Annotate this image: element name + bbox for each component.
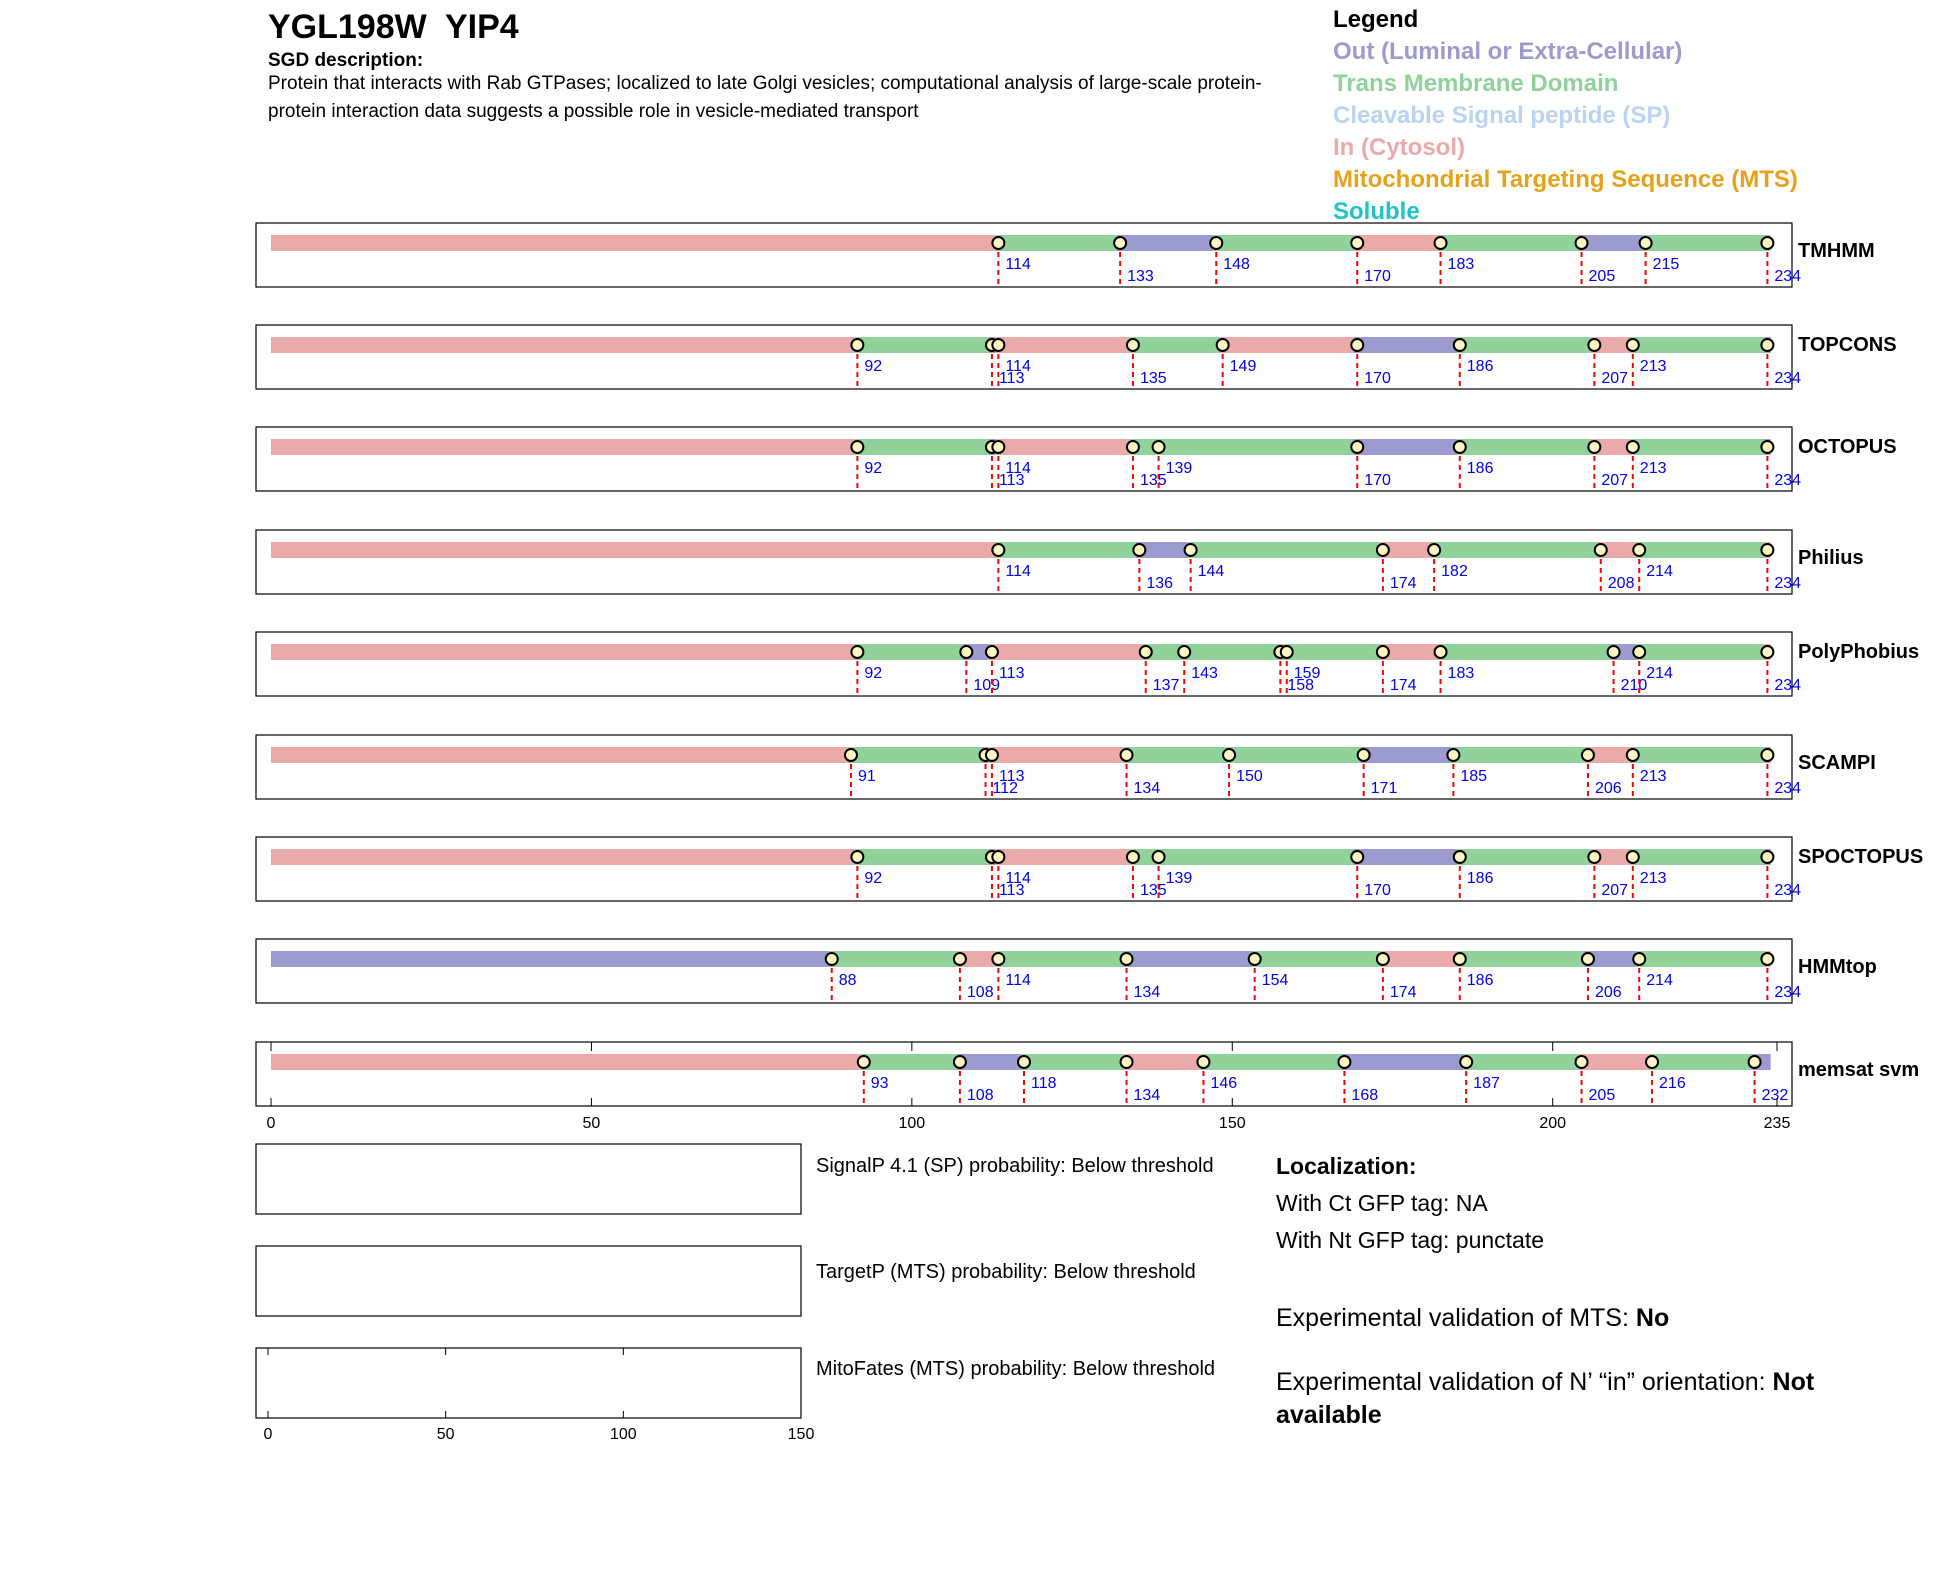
segment-in	[989, 644, 1143, 660]
segment-tm	[1252, 951, 1380, 967]
boundary-marker	[1588, 339, 1600, 351]
boundary-label: 139	[1165, 870, 1193, 887]
boundary-label: 207	[1601, 472, 1629, 489]
boundary-marker	[1217, 339, 1229, 351]
boundary-label: 109	[973, 677, 1001, 694]
boundary-marker	[1223, 749, 1235, 761]
boundary-marker	[1576, 1056, 1588, 1068]
boundary-marker	[1761, 749, 1773, 761]
boundary-label: 92	[864, 358, 883, 375]
segment-tm	[1630, 747, 1765, 763]
boundary-label: 210	[1620, 677, 1648, 694]
boundary-marker	[1435, 646, 1447, 658]
boundary-label: 91	[857, 768, 876, 785]
boundary-label: 114	[1005, 972, 1031, 989]
x-tick-label: 200	[1539, 1115, 1567, 1132]
segment-tm	[1200, 1054, 1341, 1070]
segment-tm	[995, 542, 1136, 558]
boundary-label: 168	[1351, 1087, 1379, 1104]
boundary-label: 170	[1364, 472, 1391, 489]
orientation-validation-value: Not available	[1276, 1368, 1815, 1429]
boundary-marker	[1595, 544, 1607, 556]
x-tick-label: 150	[1218, 1115, 1246, 1132]
boundary-label: 159	[1293, 665, 1321, 682]
segment-tm	[854, 644, 963, 660]
boundary-label: 182	[1441, 563, 1468, 580]
segment-in	[271, 337, 854, 353]
segment-in	[1578, 1054, 1648, 1070]
segment-tm	[1130, 337, 1220, 353]
boundary-marker	[1454, 851, 1466, 863]
segment-tm	[1284, 644, 1380, 660]
track-frame	[256, 530, 1792, 594]
prob-x-tick-label: 0	[263, 1426, 273, 1443]
boundary-marker	[1460, 1056, 1472, 1068]
boundary-marker	[992, 339, 1004, 351]
boundary-marker	[1127, 851, 1139, 863]
boundary-marker	[1576, 237, 1588, 249]
boundary-label: 170	[1364, 882, 1391, 899]
probability-panel-signalp	[256, 1144, 801, 1214]
segment-in	[995, 337, 1130, 353]
boundary-marker	[960, 646, 972, 658]
boundary-label: 133	[1127, 268, 1154, 285]
boundary-marker	[1121, 1056, 1133, 1068]
track-name: TOPCONS	[1798, 334, 1897, 356]
boundary-marker	[992, 237, 1004, 249]
track-name: SPOCTOPUS	[1798, 846, 1924, 868]
segment-tm	[1431, 542, 1598, 558]
segment-tm	[1155, 849, 1354, 865]
legend-item-tm: Trans Membrane Domain	[1333, 70, 1619, 97]
boundary-label: 108	[966, 984, 994, 1001]
segment-tm	[1457, 951, 1585, 967]
boundary-label: 234	[1774, 472, 1802, 489]
boundary-marker	[1127, 441, 1139, 453]
segment-tm	[1123, 747, 1226, 763]
legend-item-mts: Mitochondrial Targeting Sequence (MTS)	[1333, 166, 1798, 193]
prob-x-tick-label: 100	[609, 1426, 637, 1443]
boundary-label: 134	[1133, 984, 1161, 1001]
boundary-marker	[986, 749, 998, 761]
gene-title: YGL198W YIP4	[268, 8, 519, 46]
boundary-marker	[1435, 237, 1447, 249]
boundary-marker	[992, 544, 1004, 556]
mts-validation-label: Experimental validation of MTS:	[1276, 1304, 1636, 1332]
boundary-label: 114	[1005, 358, 1031, 375]
boundary-label: 208	[1607, 575, 1635, 592]
boundary-marker	[1121, 953, 1133, 965]
localization-block	[1276, 1148, 1544, 1259]
boundary-marker	[992, 441, 1004, 453]
segment-tm	[829, 951, 957, 967]
boundary-marker	[1761, 851, 1773, 863]
boundary-marker	[1153, 441, 1165, 453]
segment-tm	[995, 951, 1123, 967]
segment-in	[271, 747, 848, 763]
segment-in	[271, 644, 854, 660]
boundary-label: 234	[1774, 780, 1802, 797]
segment-tm	[1636, 644, 1764, 660]
boundary-marker	[858, 1056, 870, 1068]
boundary-label: 135	[1139, 882, 1167, 899]
segment-tm	[1437, 235, 1578, 251]
boundary-label: 136	[1146, 575, 1174, 592]
nt-gfp-localization: With Nt GFP tag: punctate	[1276, 1227, 1545, 1253]
boundary-label: 135	[1139, 472, 1167, 489]
boundary-label: 207	[1601, 882, 1629, 899]
boundary-marker	[826, 953, 838, 965]
boundary-marker	[1582, 953, 1594, 965]
mts-validation	[1276, 1304, 1669, 1333]
boundary-marker	[845, 749, 857, 761]
orientation-validation	[1276, 1366, 1836, 1432]
segment-tm	[854, 337, 989, 353]
segment-out	[1354, 849, 1457, 865]
boundary-marker	[986, 646, 998, 658]
boundary-marker	[851, 646, 863, 658]
boundary-label: 137	[1152, 677, 1180, 694]
boundary-marker	[851, 339, 863, 351]
boundary-label: 114	[1005, 256, 1031, 273]
boundary-marker	[1338, 1056, 1350, 1068]
boundary-marker	[1588, 851, 1600, 863]
boundary-label: 183	[1447, 665, 1475, 682]
boundary-label: 213	[1639, 870, 1667, 887]
boundary-label: 114	[1005, 460, 1031, 477]
boundary-marker	[1114, 237, 1126, 249]
boundary-label: 112	[992, 780, 1019, 797]
boundary-marker	[1428, 544, 1440, 556]
boundary-label: 88	[838, 972, 857, 989]
segment-in	[271, 439, 854, 455]
track-name: HMMtop	[1798, 956, 1877, 978]
x-tick-label: 100	[898, 1115, 926, 1132]
boundary-marker	[1646, 1056, 1658, 1068]
boundary-marker	[1633, 953, 1645, 965]
boundary-label: 134	[1133, 1087, 1161, 1104]
boundary-marker	[1454, 441, 1466, 453]
boundary-marker	[1377, 646, 1389, 658]
boundary-label: 174	[1389, 984, 1417, 1001]
legend-title: Legend	[1333, 6, 1419, 33]
boundary-label: 206	[1594, 780, 1622, 797]
segment-tm	[1457, 439, 1592, 455]
boundary-marker	[954, 1056, 966, 1068]
x-tick-label: 235	[1763, 1115, 1791, 1132]
signalp-probability-text: SignalP 4.1 (SP) probability: Below threshold	[816, 1155, 1214, 1177]
mitofates-probability-text: MitoFates (MTS) probability: Below threshold	[816, 1358, 1216, 1380]
segment-tm	[1021, 1054, 1124, 1070]
boundary-marker	[1140, 646, 1152, 658]
boundary-label: 150	[1236, 768, 1263, 785]
boundary-label: 144	[1197, 563, 1225, 580]
segment-out	[1341, 1054, 1463, 1070]
boundary-marker	[1633, 646, 1645, 658]
mts-validation-value: No	[1635, 1304, 1670, 1332]
boundary-label: 234	[1774, 882, 1802, 899]
segment-out	[1123, 951, 1251, 967]
boundary-label: 206	[1594, 984, 1622, 1001]
boundary-marker	[1351, 441, 1363, 453]
boundary-marker	[1281, 646, 1293, 658]
boundary-label: 214	[1646, 972, 1673, 989]
segment-tm	[1630, 849, 1765, 865]
boundary-label: 113	[998, 472, 1025, 489]
boundary-marker	[1582, 749, 1594, 761]
boundary-label: 149	[1229, 358, 1257, 375]
x-tick-label: 50	[582, 1115, 601, 1132]
targetp-probability-text: TargetP (MTS) probability: Below threshold	[816, 1261, 1196, 1283]
boundary-marker	[1377, 544, 1389, 556]
prob-x-tick-label: 50	[436, 1426, 455, 1443]
segment-out	[1360, 747, 1450, 763]
segment-tm	[1213, 235, 1354, 251]
segment-in	[995, 439, 1130, 455]
segment-tm	[1437, 644, 1610, 660]
boundary-marker	[1185, 544, 1197, 556]
boundary-label: 92	[864, 460, 883, 477]
ct-gfp-localization: With Ct GFP tag: NA	[1276, 1190, 1488, 1216]
boundary-label: 187	[1473, 1075, 1500, 1092]
boundary-label: 113	[998, 882, 1025, 899]
boundary-label: 114	[1005, 563, 1031, 580]
boundary-marker	[1351, 339, 1363, 351]
segment-out	[271, 951, 829, 967]
boundary-marker	[1210, 237, 1222, 249]
boundary-label: 186	[1466, 870, 1494, 887]
boundary-label: 185	[1460, 768, 1488, 785]
segment-in	[1380, 951, 1457, 967]
segment-tm	[1226, 747, 1361, 763]
boundary-label: 174	[1389, 575, 1417, 592]
boundary-marker	[1761, 339, 1773, 351]
boundary-label: 154	[1261, 972, 1289, 989]
boundary-marker	[992, 851, 1004, 863]
segment-tm	[1463, 1054, 1578, 1070]
boundary-label: 213	[1639, 768, 1667, 785]
segment-tm	[1636, 951, 1764, 967]
boundary-label: 108	[966, 1087, 994, 1104]
probability-panel-targetp	[256, 1246, 801, 1316]
boundary-label: 139	[1165, 460, 1193, 477]
boundary-label: 118	[1031, 1075, 1057, 1092]
boundary-label: 183	[1447, 256, 1475, 273]
boundary-label: 113	[998, 768, 1025, 785]
segment-in	[1219, 337, 1354, 353]
boundary-marker	[1178, 646, 1190, 658]
sgd-description-text: Protein that interacts with Rab GTPases; localized to late Golgi vesicles; computational analysis of large-scale protein-protein interaction data suggests a possible role in vesicle-mediated transport	[268, 73, 1262, 122]
segment-in	[271, 235, 995, 251]
boundary-marker	[1377, 953, 1389, 965]
segment-tm	[1181, 644, 1277, 660]
legend-item-out: Out (Luminal or Extra-Cellular)	[1333, 38, 1683, 65]
track-name: Philius	[1798, 547, 1864, 569]
boundary-marker	[1640, 237, 1652, 249]
boundary-label: 234	[1774, 984, 1802, 1001]
segment-in	[271, 849, 854, 865]
boundary-marker	[1127, 339, 1139, 351]
prob-x-tick-label: 150	[787, 1426, 815, 1443]
boundary-label: 92	[864, 665, 883, 682]
boundary-marker	[1627, 339, 1639, 351]
boundary-label: 146	[1210, 1075, 1238, 1092]
track-name: SCAMPI	[1798, 752, 1876, 774]
boundary-label: 207	[1601, 370, 1629, 387]
segment-tm	[1636, 542, 1764, 558]
segment-out	[1354, 439, 1457, 455]
boundary-label: 92	[864, 870, 883, 887]
boundary-label: 213	[1639, 460, 1667, 477]
boundary-label: 134	[1133, 780, 1161, 797]
track-name: TMHMM	[1798, 240, 1875, 262]
boundary-marker	[1608, 646, 1620, 658]
boundary-label: 205	[1588, 268, 1616, 285]
boundary-marker	[992, 953, 1004, 965]
boundary-label: 186	[1466, 460, 1494, 477]
segment-tm	[1649, 1054, 1752, 1070]
segment-tm	[1642, 235, 1770, 251]
boundary-marker	[1749, 1056, 1761, 1068]
boundary-label: 214	[1646, 563, 1673, 580]
boundary-label: 234	[1774, 268, 1802, 285]
segment-tm	[1630, 337, 1765, 353]
boundary-marker	[851, 851, 863, 863]
segment-tm	[1457, 849, 1592, 865]
boundary-label: 213	[1639, 358, 1667, 375]
track-frame	[256, 223, 1792, 287]
x-tick-label: 0	[266, 1115, 276, 1132]
boundary-marker	[1761, 441, 1773, 453]
segment-in	[1123, 1054, 1200, 1070]
legend-item-in: In (Cytosol)	[1333, 134, 1465, 161]
boundary-marker	[1197, 1056, 1209, 1068]
segment-in	[989, 747, 1124, 763]
boundary-marker	[1761, 544, 1773, 556]
segment-tm	[848, 747, 983, 763]
boundary-label: 113	[998, 665, 1025, 682]
boundary-marker	[1153, 851, 1165, 863]
track-frame	[256, 939, 1792, 1003]
boundary-marker	[1454, 339, 1466, 351]
segment-tm	[1450, 747, 1585, 763]
boundary-marker	[1588, 441, 1600, 453]
boundary-marker	[1761, 953, 1773, 965]
boundary-label: 170	[1364, 268, 1391, 285]
boundary-label: 171	[1370, 780, 1398, 797]
boundary-label: 186	[1466, 972, 1494, 989]
boundary-label: 135	[1139, 370, 1167, 387]
segment-tm	[854, 439, 989, 455]
boundary-marker	[1627, 749, 1639, 761]
segment-tm	[861, 1054, 957, 1070]
track-frame	[256, 632, 1792, 696]
boundary-marker	[1121, 749, 1133, 761]
track-name: PolyPhobius	[1798, 641, 1920, 663]
segment-in	[271, 1054, 861, 1070]
boundary-marker	[851, 441, 863, 453]
boundary-marker	[1018, 1056, 1030, 1068]
boundary-marker	[1627, 851, 1639, 863]
boundary-marker	[1761, 237, 1773, 249]
boundary-label: 205	[1588, 1087, 1616, 1104]
segment-tm	[1155, 439, 1354, 455]
boundary-marker	[1627, 441, 1639, 453]
sgd-description-label: SGD description:	[268, 50, 424, 71]
boundary-marker	[954, 953, 966, 965]
boundary-label: 186	[1466, 358, 1494, 375]
probability-panel-mitofates	[256, 1348, 801, 1418]
segment-tm	[1457, 337, 1592, 353]
legend-item-soluble: Soluble	[1333, 198, 1420, 225]
boundary-label: 214	[1646, 665, 1673, 682]
track-name: OCTOPUS	[1798, 436, 1897, 458]
boundary-marker	[1249, 953, 1261, 965]
boundary-label: 234	[1774, 370, 1802, 387]
boundary-marker	[1351, 851, 1363, 863]
segment-in	[995, 849, 1130, 865]
boundary-label: 215	[1652, 256, 1680, 273]
boundary-label: 113	[998, 370, 1025, 387]
boundary-marker	[1358, 749, 1370, 761]
boundary-label: 234	[1774, 575, 1802, 592]
segment-out	[1117, 235, 1213, 251]
segment-tm	[995, 235, 1117, 251]
boundary-marker	[1447, 749, 1459, 761]
boundary-marker	[1633, 544, 1645, 556]
boundary-marker	[1454, 953, 1466, 965]
boundary-label: 158	[1287, 677, 1315, 694]
localization-title: Localization:	[1276, 1153, 1417, 1179]
segment-out	[1354, 337, 1457, 353]
segment-tm	[1187, 542, 1379, 558]
segment-in	[1354, 235, 1437, 251]
boundary-label: 170	[1364, 370, 1391, 387]
boundary-marker	[1133, 544, 1145, 556]
boundary-marker	[1351, 237, 1363, 249]
boundary-marker	[1761, 646, 1773, 658]
track-name: memsat svm	[1798, 1059, 1920, 1081]
boundary-label: 143	[1191, 665, 1218, 682]
segment-in	[271, 542, 995, 558]
track-frame	[256, 735, 1792, 799]
segment-tm	[1630, 439, 1765, 455]
boundary-label: 216	[1659, 1075, 1686, 1092]
legend-item-sp: Cleavable Signal peptide (SP)	[1333, 102, 1671, 129]
boundary-label: 148	[1223, 256, 1250, 273]
boundary-label: 93	[870, 1075, 889, 1092]
boundary-label: 234	[1774, 677, 1802, 694]
boundary-label: 232	[1761, 1087, 1789, 1104]
boundary-label: 174	[1389, 677, 1417, 694]
boundary-label: 114	[1005, 870, 1031, 887]
segment-tm	[854, 849, 989, 865]
orientation-validation-label: Experimental validation of N’ “in” orientation:	[1276, 1368, 1773, 1396]
